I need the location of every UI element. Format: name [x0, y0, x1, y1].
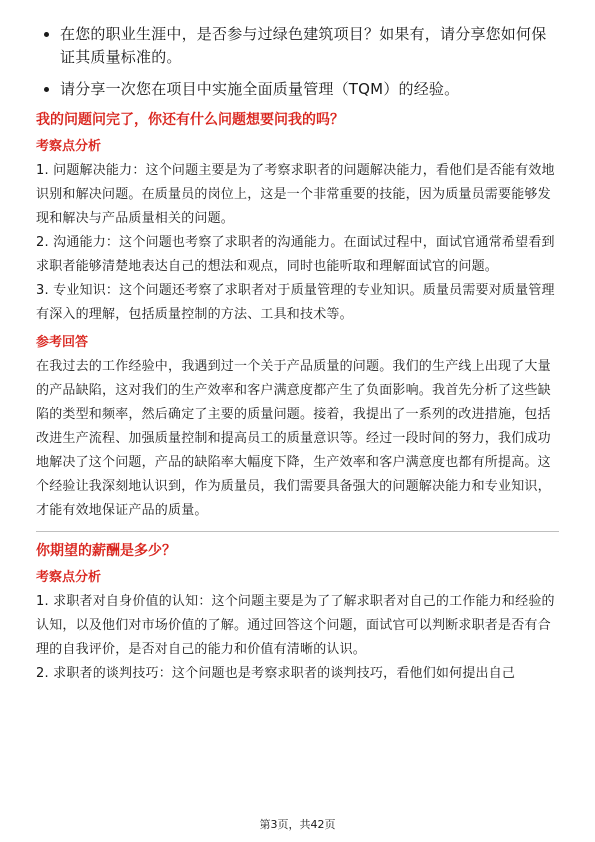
bullet-dot-icon [44, 87, 49, 92]
analysis-heading: 考察点分析 [36, 139, 102, 154]
bullet-item [36, 78, 559, 101]
answer-heading: 参考回答 [36, 335, 89, 350]
analysis-paragraph: 1. 问题解决能力：这个问题主要是为了考察求职者的问题解决能力，看他们是否能有效地识别和解决问题。在质量员的岗位上，这是一个非常重要的技能，因为质量员需要能够发现和解决与产品质量相关的问题。 [36, 163, 555, 226]
section-divider [36, 531, 559, 532]
answer-paragraph: 在我过去的工作经验中，我遇到过一个关于产品质量的问题。我们的生产线上出现了大量的产品缺陷，这对我们的生产效率和客户满意度都产生了负面影响。我首先分析了这些缺陷的类型和频率，然后确定了主要的质量问题。接着，我提出了一系列的改进措施，包括改进生产流程、加强质量控制和提高员工的质量意识等。经过一段时间的努力，我们成功地解决了这个问题，产品的缺陷率大幅度下降，生产效率和客户满意度也都有所提高。这个经验让我深刻地认识到，作为质量员，我们需要具备强大的问题解决能力和专业知识，才能有效地保证产品的质量。 [36, 359, 551, 518]
bullet-item [36, 23, 559, 69]
question-title: 我的问题问完了，你还有什么问题想要问我的吗？ [36, 112, 344, 128]
analysis-paragraph: 2. 沟通能力：这个问题也考察了求职者的沟通能力。在面试过程中，面试官通常希望看到求职者能够清楚地表达自己的想法和观点，同时也能听取和理解面试官的问题。 [36, 235, 555, 274]
bullet-text: 在您的职业生涯中，是否参与过绿色建筑项目？如果有，请分享您如何保证其质量标准的。 [60, 25, 547, 66]
bullet-dot-icon [44, 32, 49, 37]
bullet-text: 请分享一次您在项目中实施全面质量管理（TQM）的经验。 [60, 80, 460, 98]
question-section [36, 110, 559, 523]
question-section [36, 541, 559, 686]
page-number: 第3页，共42页 [259, 818, 336, 831]
analysis-paragraph: 2. 求职者的谈判技巧：这个问题也是考察求职者的谈判技巧，看他们如何提出自己 [36, 666, 516, 681]
page-content [36, 23, 559, 686]
analysis-paragraph: 3. 专业知识：这个问题还考察了求职者对于质量管理的专业知识。质量员需要对质量管理有深入的理解，包括质量控制的方法、工具和技术等。 [36, 283, 555, 322]
analysis-paragraph: 1. 求职者对自身价值的认知：这个问题主要是为了了解求职者对自己的工作能力和经验的认知，以及他们对市场价值的了解。通过回答这个问题，面试官可以判断求职者是否有合理的自我评价，是否对自己的能力和价值有清晰的认识。 [36, 594, 555, 657]
question-bullet-list [36, 23, 559, 101]
question-title: 你期望的薪酬是多少？ [36, 543, 176, 559]
analysis-heading: 考察点分析 [36, 570, 102, 585]
